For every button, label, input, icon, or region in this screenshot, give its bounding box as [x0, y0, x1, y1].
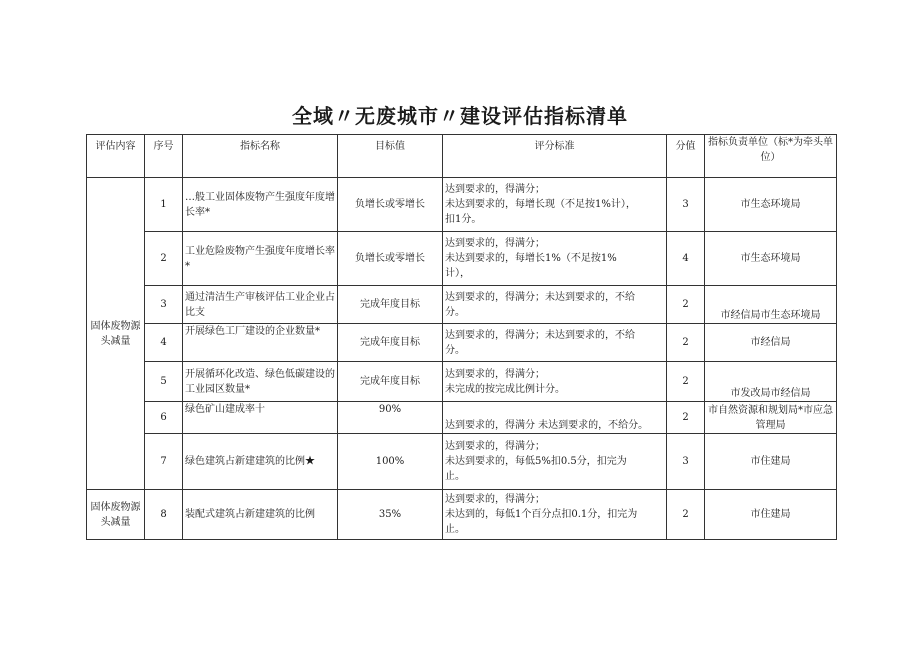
table-row	[87, 324, 837, 362]
table-row	[87, 434, 837, 490]
row-no: 2	[145, 232, 183, 286]
row-score: 2	[667, 402, 705, 434]
indicator-table	[86, 134, 837, 540]
row-unit: 市生态环境局	[705, 178, 837, 232]
row-target: 完成年度目标	[338, 362, 443, 402]
row-name: 开展绿色工厂建设的企业数量*	[183, 324, 338, 362]
row-score: 3	[667, 434, 705, 490]
row-target: 负增长或零增长	[338, 178, 443, 232]
row-name: 绿色矿山建成率十	[183, 402, 338, 434]
row-unit: 市经信局市生态环境局	[705, 286, 837, 324]
row-target: 35%	[338, 490, 443, 540]
row-standard: 达到要求的，得满分 未达到要求的，不给分。	[443, 402, 667, 434]
row-standard: 达到要求的，得满分； 未达到要求的，每低5%扣0.5分，扣完为 止。	[443, 434, 667, 490]
row-name: 通过清洁生产审核评估工业企业占比支	[183, 286, 338, 324]
row-target: 90%	[338, 402, 443, 434]
row-name: 工业危险废物产生强度年度增长率*	[183, 232, 338, 286]
row-standard: 达到要求的，得满分； 未完成的按完成比例计分。	[443, 362, 667, 402]
row-standard: 达到要求的，得满分；未达到要求的，不给 分。	[443, 286, 667, 324]
row-standard: 达到要求的，得满分；未达到要求的，不给 分。	[443, 324, 667, 362]
header-row	[87, 135, 837, 178]
row-name: 装配式建筑占新建建筑的比例	[183, 490, 338, 540]
row-no: 4	[145, 324, 183, 362]
header-name: 指标名称	[183, 135, 338, 178]
row-unit: 市住建局	[705, 490, 837, 540]
row-target: 完成年度目标	[338, 286, 443, 324]
row-name: 开展循环化改造、绿色低碳建设的工业园区数量*	[183, 362, 338, 402]
row-score: 3	[667, 178, 705, 232]
row-no: 7	[145, 434, 183, 490]
table-row	[87, 232, 837, 286]
table-row	[87, 362, 837, 402]
row-no: 8	[145, 490, 183, 540]
row-standard: 达到要求的，得满分； 未达到要求的，每增长现（不足按1%计）， 扣1分。	[443, 178, 667, 232]
group-cell: 固体废物源头减量	[87, 178, 145, 490]
header-no: 序号	[145, 135, 183, 178]
row-unit: 市发改局市经信局	[705, 362, 837, 402]
row-no: 3	[145, 286, 183, 324]
group-cell: 固体废物源头减量	[87, 490, 145, 540]
row-score: 2	[667, 362, 705, 402]
row-name: 绿色建筑占新建建筑的比例★	[183, 434, 338, 490]
row-score: 4	[667, 232, 705, 286]
row-target: 完成年度目标	[338, 324, 443, 362]
header-unit: 指标负责单位（标*为牵头单位）	[705, 135, 837, 178]
row-score: 2	[667, 324, 705, 362]
row-unit: 市住建局	[705, 434, 837, 490]
row-score: 2	[667, 286, 705, 324]
row-target: 100%	[338, 434, 443, 490]
row-score: 2	[667, 490, 705, 540]
table-row	[87, 490, 837, 540]
row-standard: 达到要求的，得满分； 未达到要求的，每增长1%（不足按1% 计），	[443, 232, 667, 286]
row-no: 1	[145, 178, 183, 232]
row-unit: 市生态环境局	[705, 232, 837, 286]
header-content: 评估内容	[87, 135, 145, 178]
row-unit: 市自然资源和规划局*市应急管理局	[705, 402, 837, 434]
page-title: 全域〃无废城市〃建设评估指标清单	[292, 104, 628, 128]
header-standard: 评分标准	[443, 135, 667, 178]
table-row	[87, 286, 837, 324]
row-name: …般工业固体废物产生强度年度增长率*	[183, 178, 338, 232]
row-target: 负增长或零增长	[338, 232, 443, 286]
row-standard: 达到要求的，得满分； 未达到的，每低1个百分点扣0.1分，扣完为 止。	[443, 490, 667, 540]
table-row	[87, 178, 837, 232]
table-row	[87, 402, 837, 434]
row-no: 6	[145, 402, 183, 434]
row-no: 5	[145, 362, 183, 402]
header-score: 分值	[667, 135, 705, 178]
row-unit: 市经信局	[705, 324, 837, 362]
header-target: 目标值	[338, 135, 443, 178]
